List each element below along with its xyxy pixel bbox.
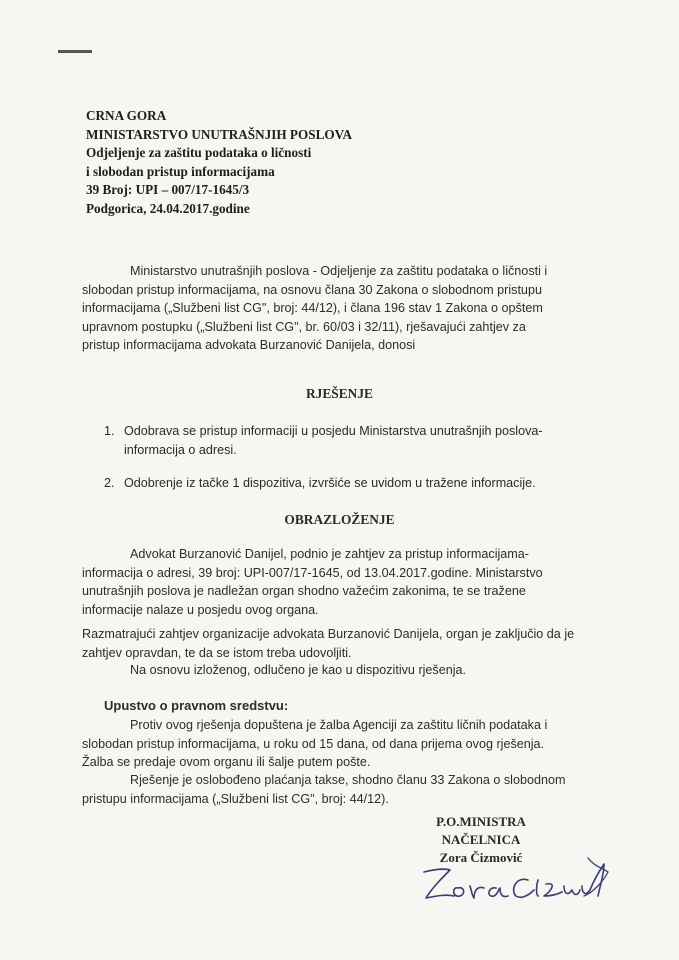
reasoning-paragraph-3: Na osnovu izloženog, odlučeno je kao u dispozitivu rješenja. [130,663,467,677]
reasoning-line: informacije nalaze u posjedu ovog organa. [82,602,319,617]
header-country: CRNA GORA [86,108,167,123]
intro-line: informacijama („Službeni list CG", broj: 44/12), i člana 196 stav 1 Zakona o opštem [82,301,543,316]
header-department-cont: i slobodan pristup informacijama [86,163,275,179]
decision-heading: RJEŠENJE [306,386,373,401]
legal-remedy-line: slobodan pristup informacijama, u roku od 15 dana, od dana prijema ovog rješenja. [82,736,545,751]
header-department: Odjeljenje za zaštitu podataka o ličnosti [86,145,312,161]
legal-remedy-paragraph-1 [82,716,632,772]
decision-item-2 [104,474,632,493]
handwritten-signature [418,850,618,910]
decision-item-line: Odobrava se pristup informaciji u posjedu Ministarstva unutrašnjih poslova- [124,424,543,438]
header-ministry: MINISTARSTVO UNUTRAŠNJIH POSLOVA [86,126,352,142]
legal-remedy-line: pristupu informacijama („Službeni list CG", broj: 44/12). [82,791,389,806]
legal-remedy-line: Protiv ovog rješenja dopuštena je žalba Agenciji za zaštitu ličnih podataka i [130,718,548,732]
document-header [86,107,352,219]
intro-line: slobodan pristup informacijama, na osnovu člana 30 Zakona o slobodnom pristupu [82,282,542,297]
legal-remedy-paragraph-2 [82,771,632,808]
reasoning-line: informacija o adresi, 39 broj: UPI-007/17-1645, od 13.04.2017.godine. Ministarstvo [82,565,543,580]
reasoning-line: Razmatrajući zahtjev organizacije advokata Burzanović Danijela, organ je zaključio da je [82,627,575,641]
reasoning-heading: OBRAZLOŽENJE [284,512,395,527]
reasoning-line: zahtjev opravdan, te da se istom treba udovoljiti. [82,645,352,660]
signatory-role: NAČELNICA [441,832,521,847]
corner-dash-mark [58,50,92,53]
signature-stroke [424,864,604,898]
decision-item-number: 1. [104,424,115,438]
legal-remedy-heading: Upustvo o pravnom sredstvu: [104,698,289,713]
reasoning-line: unutrašnjih poslova je nadležan organ shodno važećim zakonima, te se tražene [82,584,526,599]
decision-item-line: informacija o adresi. [124,442,237,457]
intro-line: Ministarstvo unutrašnjih poslova - Odjeljenje za zaštitu podataka o ličnosti i [130,264,548,278]
reasoning-paragraph-2 [82,625,637,662]
intro-paragraph [82,262,632,355]
reasoning-paragraph-1 [82,545,632,619]
intro-line: pristup informacijama advokata Burzanović Danijela, donosi [82,338,416,353]
decision-item-1 [104,422,632,459]
decision-item-line: Odobrenje iz tačke 1 dispozitiva, izvršiće se uvidom u tražene informacije. [124,476,536,490]
legal-remedy-line: Rješenje je oslobođeno plaćanja takse, shodno članu 33 Zakona o slobodnom [130,773,566,787]
signatory-title: P.O.MINISTRA [436,814,526,829]
signatory-name: Zora Čizmović [439,850,523,865]
intro-line: upravnom postupku („Službeni list CG", br. 60/03 i 32/11), rješavajući zahtjev za [82,319,526,334]
header-reference-number: 39 Broj: UPI – 007/17-1645/3 [86,182,250,198]
decision-item-number: 2. [104,476,115,490]
header-place-date: Podgorica, 24.04.2017.godine [86,200,250,216]
reasoning-line: Advokat Burzanović Danijel, podnio je zahtjev za pristup informacijama- [130,547,529,561]
legal-remedy-line: Žalba se predaje ovom organu ili šalje putem pošte. [82,755,371,770]
